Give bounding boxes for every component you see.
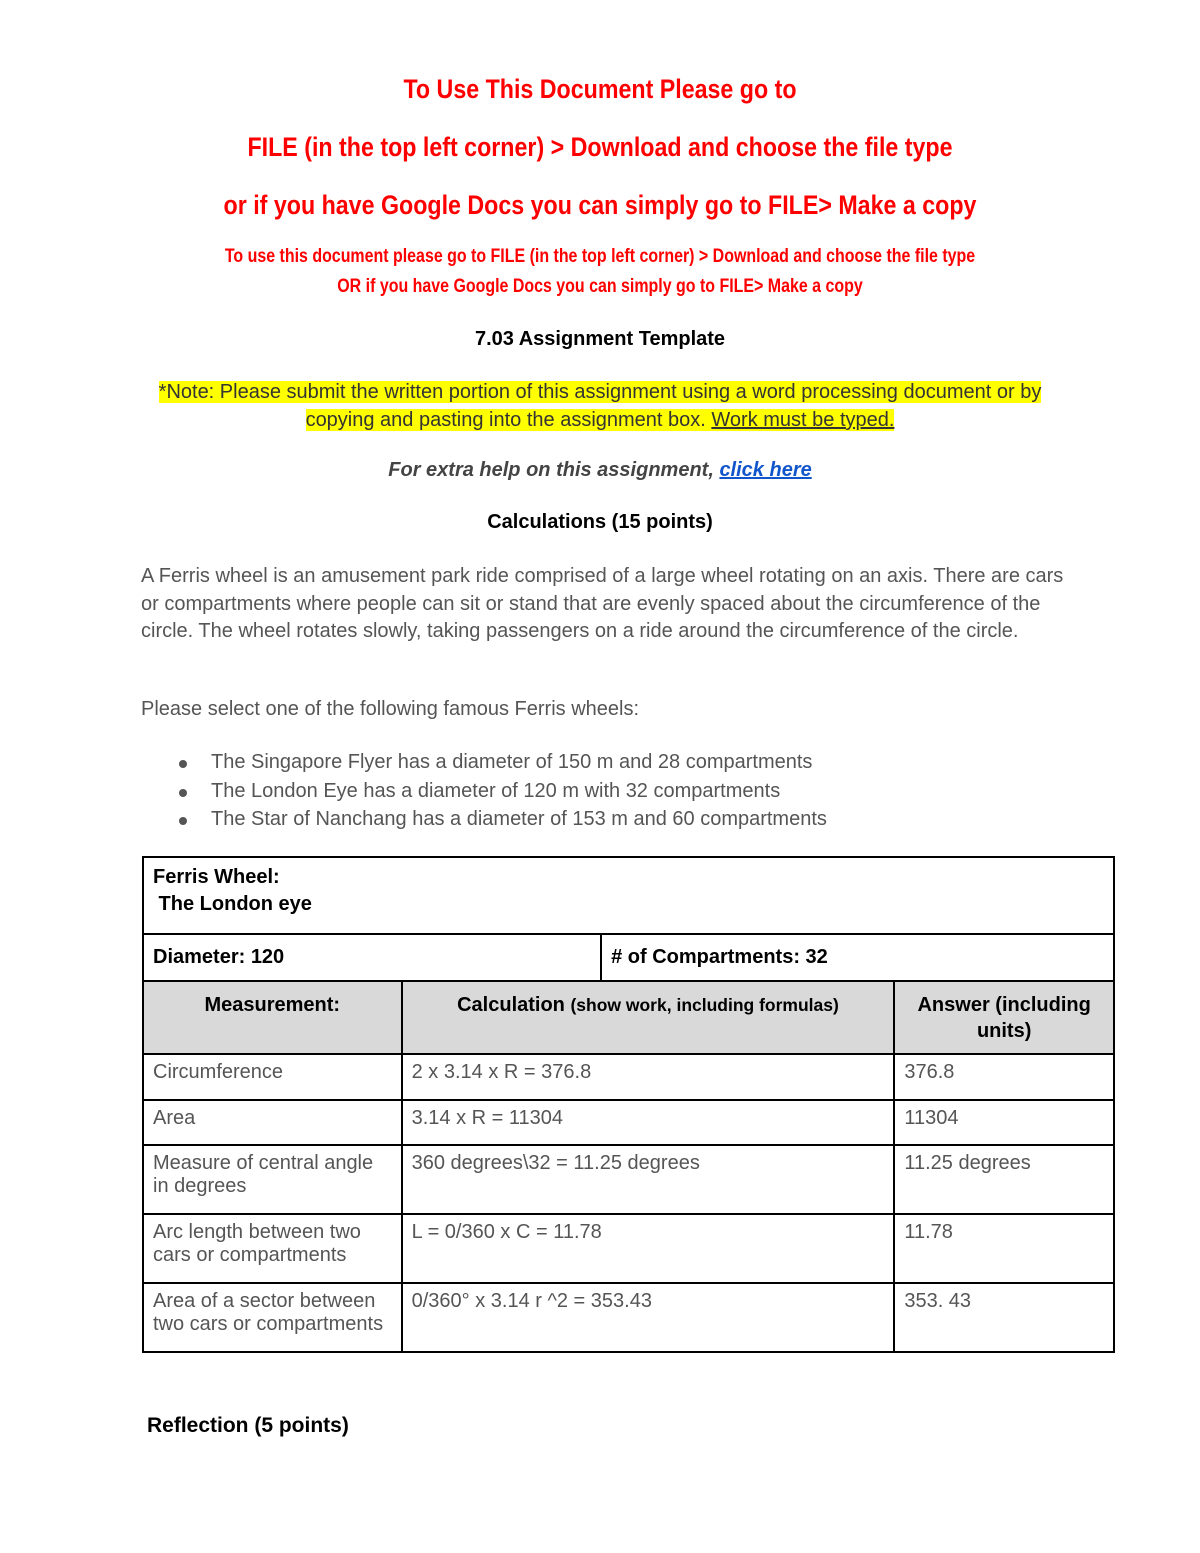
- table-row: [143, 1100, 1114, 1145]
- calculation-cell: L = 0/360 x C = 11.78: [402, 1214, 895, 1283]
- header-calculation-note: (show work, including formulas): [570, 995, 839, 1015]
- ferris-wheel-table: [142, 856, 1115, 1353]
- calculation-cell: 0/360° x 3.14 r ^2 = 353.43: [402, 1283, 895, 1352]
- table-row: [143, 934, 1114, 981]
- header-answer-text: Answer: [917, 994, 996, 1016]
- list-item: [176, 748, 827, 777]
- reflection-heading: Reflection (5 points): [147, 1414, 349, 1437]
- diameter-cell: Diameter: 120: [143, 934, 601, 981]
- measurement-cell: Circumference: [143, 1054, 402, 1100]
- note-underlined: Work must be typed.: [711, 409, 895, 431]
- measurement-cell: Measure of central angle in degrees: [143, 1145, 402, 1214]
- header-measurement-text: Measurement:: [204, 994, 341, 1016]
- table-header-row: [143, 981, 1114, 1054]
- bullet-icon: [179, 760, 187, 768]
- calculation-cell: 360 degrees\32 = 11.25 degrees: [402, 1145, 895, 1214]
- header-calculation-text: Calculation: [457, 994, 571, 1016]
- instruction-small-2: OR if you have Google Docs you can simply go to FILE> Make a copy: [337, 276, 863, 297]
- bullet-icon: [179, 817, 187, 825]
- list-item-text: The Star of Nanchang has a diameter of 153 m and 60 compartments: [211, 808, 827, 830]
- note-text: *Note: Please submit the written portion of this assignment using a word processing document or by copying and pasting into the assignment box.: [158, 381, 1042, 431]
- ferris-wheel-list: [176, 748, 827, 834]
- compartments-cell: # of Compartments: 32: [601, 934, 1114, 981]
- table-row: [143, 857, 1114, 934]
- answer-cell: 376.8: [894, 1054, 1114, 1100]
- help-line: [0, 459, 1200, 482]
- measurement-cell: Area of a sector between two cars or compartments: [143, 1283, 402, 1352]
- list-item: [176, 805, 827, 834]
- answer-cell: 353. 43: [894, 1283, 1114, 1352]
- instruction-line-3: or if you have Google Docs you can simply go to FILE> Make a copy: [223, 190, 977, 220]
- answer-cell: 11.25 degrees: [894, 1145, 1114, 1214]
- ferris-wheel-value: The London eye: [153, 893, 312, 915]
- header-answer-note: (including units): [976, 994, 1091, 1042]
- answer-cell: 11304: [894, 1100, 1114, 1145]
- ferris-wheel-label: Ferris Wheel:: [153, 866, 280, 888]
- header-measurement: [143, 981, 402, 1054]
- header-answer: [894, 981, 1114, 1054]
- bullet-icon: [179, 789, 187, 797]
- select-prompt: Please select one of the following famous Ferris wheels:: [141, 698, 640, 720]
- calculation-cell: 3.14 x R = 11304: [402, 1100, 895, 1145]
- help-text: For extra help on this assignment,: [388, 459, 720, 481]
- intro-paragraph: A Ferris wheel is an amusement park ride comprised of a large wheel rotating on an axis. There are cars or compartments where people can sit or stand that are evenly spaced about the circumference of the circle. The wheel rotates slowly, taking passengers on a ride around the circumference of the circle.: [141, 565, 1064, 642]
- instruction-small-1: To use this document please go to FILE (in the top left corner) > Download and choose the file type: [224, 246, 976, 267]
- table-row: [143, 1283, 1114, 1352]
- calculation-cell: 2 x 3.14 x R = 376.8: [402, 1054, 895, 1100]
- table-row: [143, 1214, 1114, 1283]
- instruction-line-1: To Use This Document Please go to: [403, 74, 797, 104]
- calculations-heading: Calculations (15 points): [487, 511, 713, 533]
- instruction-line-2: FILE (in the top left corner) > Download and choose the file type: [247, 132, 953, 162]
- list-item-text: The Singapore Flyer has a diameter of 150 m and 28 compartments: [211, 751, 813, 773]
- measurement-cell: Arc length between two cars or compartments: [143, 1214, 402, 1283]
- table-row: [143, 1054, 1114, 1100]
- list-item: [176, 777, 827, 806]
- submission-note: [130, 378, 1070, 434]
- answer-cell: 11.78: [894, 1214, 1114, 1283]
- list-item-text: The London Eye has a diameter of 120 m with 32 compartments: [211, 779, 781, 802]
- measurement-cell: Area: [143, 1100, 402, 1145]
- click-here-link[interactable]: click here: [719, 459, 812, 481]
- table-row: [143, 1145, 1114, 1214]
- ferris-wheel-cell: [143, 857, 1114, 934]
- header-calculation: [402, 981, 895, 1054]
- document-title: 7.03 Assignment Template: [474, 328, 726, 350]
